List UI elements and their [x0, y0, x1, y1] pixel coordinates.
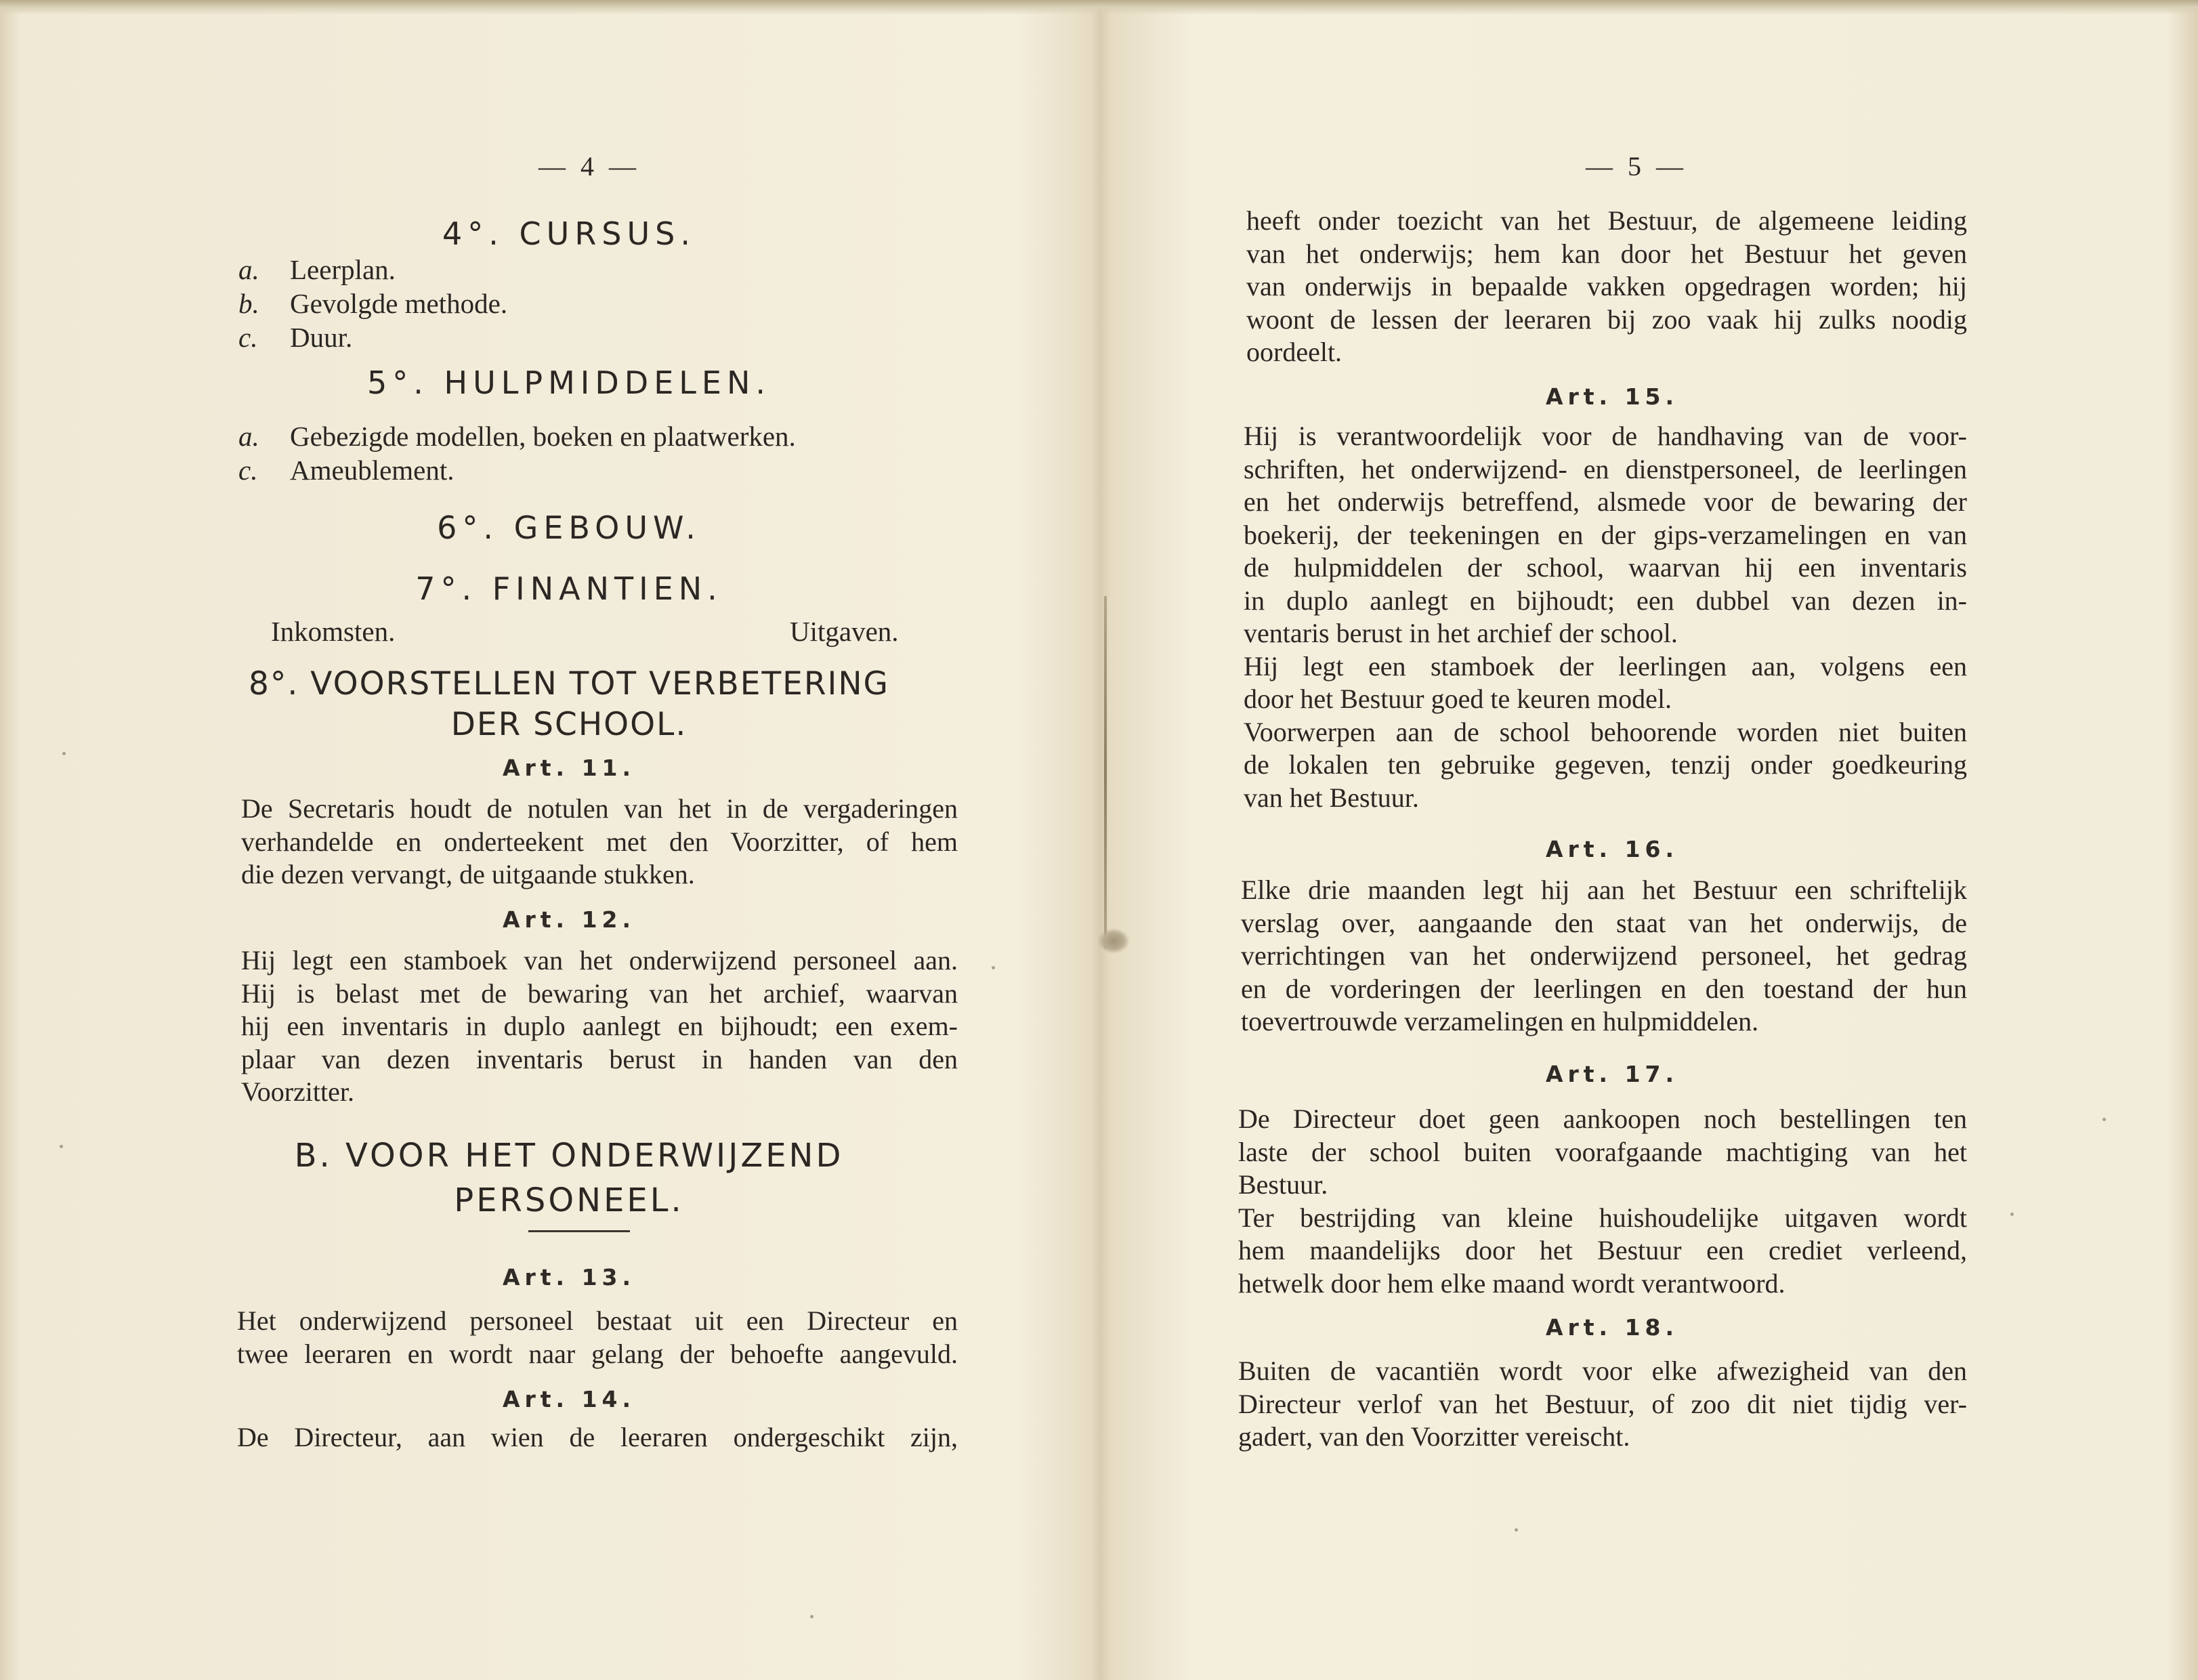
- text-line: ventaris berust in het archief der school.: [1244, 618, 1678, 648]
- text-line: woont de lessen der leeraren bij zoo vaak hij zulks noodig: [1246, 303, 1967, 335]
- article-13-text: [237, 1305, 958, 1370]
- text-line: verrichtingen van het onderwijzend personeel, het gedrag: [1241, 940, 1967, 971]
- text-line: Hij legt een stamboek der leerlingen aan, volgens een: [1244, 650, 1967, 681]
- section-heading-b: B. VOOR HET ONDERWIJZEND: [294, 1137, 844, 1175]
- paper-speck: [1515, 1528, 1518, 1532]
- finantien-left-label: Inkomsten.: [271, 616, 396, 647]
- text-line: Voorzitter.: [241, 1076, 355, 1107]
- text-line: gadert, van den Voorzitter vereischt.: [1238, 1421, 1630, 1452]
- text-line: door het Bestuur goed te keuren model.: [1244, 684, 1672, 714]
- text-line: plaar van dezen inventaris berust in handen van den: [241, 1043, 958, 1074]
- text-line: van het onderwijs; hem kan door het Bestuur het geven: [1246, 238, 1967, 269]
- article-title: Art. 16.: [1545, 836, 1679, 862]
- finantien-right-label: Uitgaven.: [790, 616, 899, 647]
- list-letter: b.: [238, 288, 259, 319]
- text-line: boekerij, der teekeningen en der gips-verzamelingen en van: [1244, 519, 1967, 550]
- article-16-text: [1241, 874, 1967, 1038]
- section-heading-finantien: 7°. FINANTIEN.: [415, 570, 723, 607]
- text-line: Elke drie maanden legt hij aan het Bestuur een schriftelijk: [1241, 875, 1967, 905]
- section-heading-hulpmiddelen: 5°. HULPMIDDELEN.: [366, 364, 772, 401]
- text-line: van onderwijs in bepaalde vakken opgedragen worden; hij: [1246, 271, 1967, 301]
- page-number: — 4 —: [538, 151, 640, 182]
- text-line: Buiten de vacantiën wordt voor elke afwezigheid van den: [1238, 1356, 1967, 1386]
- section-heading-cursus: 4°. CURSUS.: [442, 215, 696, 252]
- section-heading-b-line2: PERSONEEL.: [454, 1181, 684, 1219]
- article-18-text: [1238, 1355, 1967, 1454]
- article-title: Art. 15.: [1545, 383, 1679, 410]
- article-14-text: [237, 1421, 958, 1454]
- list-item: [238, 253, 396, 286]
- paper-speck: [2010, 1213, 2014, 1216]
- section-heading-voorstellen-line2: DER SCHOOL.: [450, 706, 688, 743]
- list-item: [238, 420, 796, 453]
- text-line: Het onderwijzend personeel bestaat uit een Directeur en: [237, 1305, 958, 1336]
- text-line: Directeur verlof van het Bestuur, of zoo dit niet tijdig ver-: [1238, 1388, 1967, 1419]
- article-title: Art. 13.: [502, 1264, 636, 1290]
- text-line: hem maandelijks door het Bestuur een crediet verleend,: [1238, 1235, 1967, 1265]
- text-line: verslag over, aangaande den staat van het onderwijs, de: [1241, 907, 1967, 938]
- paper-speck: [992, 966, 995, 969]
- text-line: verhandelde en onderteekent met den Voorzitter, of hem: [241, 826, 958, 857]
- text-line: oordeelt.: [1246, 337, 1343, 367]
- right-page: [1100, 0, 2198, 1680]
- text-line: De Directeur, aan wien de leeraren ondergeschikt zijn,: [237, 1422, 958, 1452]
- text-line: de hulpmiddelen der school, waarvan hij een inventaris: [1244, 552, 1967, 583]
- section-heading-gebouw: 6°. GEBOUW.: [437, 509, 701, 546]
- text-line: Bestuur.: [1238, 1169, 1328, 1200]
- paper-speck: [60, 1145, 63, 1148]
- text-line: en de vorderingen der leerlingen en den toestand der hun: [1241, 973, 1967, 1004]
- text-line: heeft onder toezicht van het Bestuur, de algemeene leiding: [1246, 205, 1967, 236]
- text-line: De Directeur doet geen aankoopen noch bestellingen ten: [1238, 1104, 1967, 1134]
- article-title: Art. 12.: [502, 906, 636, 933]
- paper-speck: [810, 1615, 813, 1618]
- text-line: Ter bestrijding van kleine huishoudelijke uitgaven wordt: [1238, 1202, 1967, 1233]
- list-item: [238, 321, 352, 354]
- text-line: van het Bestuur.: [1244, 782, 1419, 813]
- paper-speck: [2102, 1118, 2106, 1121]
- text-line: en het onderwijs betreffend, alsmede voor de bewaring der: [1244, 486, 1967, 517]
- list-letter: a.: [238, 421, 259, 452]
- section-divider: [528, 1230, 630, 1232]
- page-number: — 5 —: [1586, 151, 1687, 182]
- text-line: hetwelk door hem elke maand wordt verantwoord.: [1238, 1267, 1785, 1299]
- text-line: laste der school buiten voorafgaande machtiging van het: [1238, 1136, 1967, 1167]
- section-heading-voorstellen: 8°. VOORSTELLEN TOT VERBETERING: [249, 665, 889, 702]
- article-11-text: [241, 793, 958, 891]
- text-line: hij een inventaris in duplo aanlegt en bijhoudt; een exem-: [241, 1011, 958, 1041]
- article-title: Art. 18.: [1545, 1314, 1679, 1341]
- list-text: Duur.: [290, 322, 353, 353]
- text-line: toevertrouwde verzamelingen en hulpmiddelen.: [1241, 1006, 1759, 1036]
- text-line: Hij legt een stamboek van het onderwijzend personeel aan.: [241, 945, 958, 975]
- list-letter: a.: [238, 254, 259, 285]
- article-title: Art. 14.: [502, 1386, 636, 1412]
- article-17-text: [1238, 1103, 1967, 1300]
- text-line: in duplo aanlegt en bijhoudt; een dubbel van dezen in-: [1244, 585, 1967, 616]
- list-text: Gebezigde modellen, boeken en plaatwerken.: [290, 421, 796, 452]
- text-line: twee leeraren en wordt naar gelang der behoefte aangevuld.: [237, 1338, 958, 1369]
- text-line: Voorwerpen aan de school behoorende worden niet buiten: [1244, 716, 1967, 747]
- list-item: [238, 454, 455, 486]
- list-letter: c.: [238, 455, 258, 486]
- paper-speck: [62, 752, 66, 755]
- text-line: Hij is verantwoordelijk voor de handhaving van de voor-: [1244, 421, 1967, 451]
- text-line: Hij is belast met de bewaring van het archief, waarvan: [241, 978, 958, 1009]
- list-text: Gevolgde methode.: [290, 288, 508, 319]
- text-line: De Secretaris houdt de notulen van het in de vergaderingen: [241, 793, 958, 824]
- text-line: schriften, het onderwijzend- en dienstpersoneel, de leerlingen: [1244, 453, 1967, 484]
- list-item: [238, 287, 507, 320]
- article-15-text: [1244, 420, 1967, 814]
- article-title: Art. 17.: [1545, 1061, 1679, 1087]
- continuation-text: [1246, 205, 1967, 369]
- article-12-text: [241, 944, 958, 1109]
- text-line: de lokalen ten gebruike gegeven, tenzij onder goedkeuring: [1244, 749, 1967, 780]
- list-text: Leerplan.: [290, 254, 396, 285]
- text-line: die dezen vervangt, de uitgaande stukken.: [241, 859, 695, 889]
- article-title: Art. 11.: [502, 755, 636, 781]
- list-text: Ameublement.: [290, 455, 455, 486]
- list-letter: c.: [238, 322, 258, 353]
